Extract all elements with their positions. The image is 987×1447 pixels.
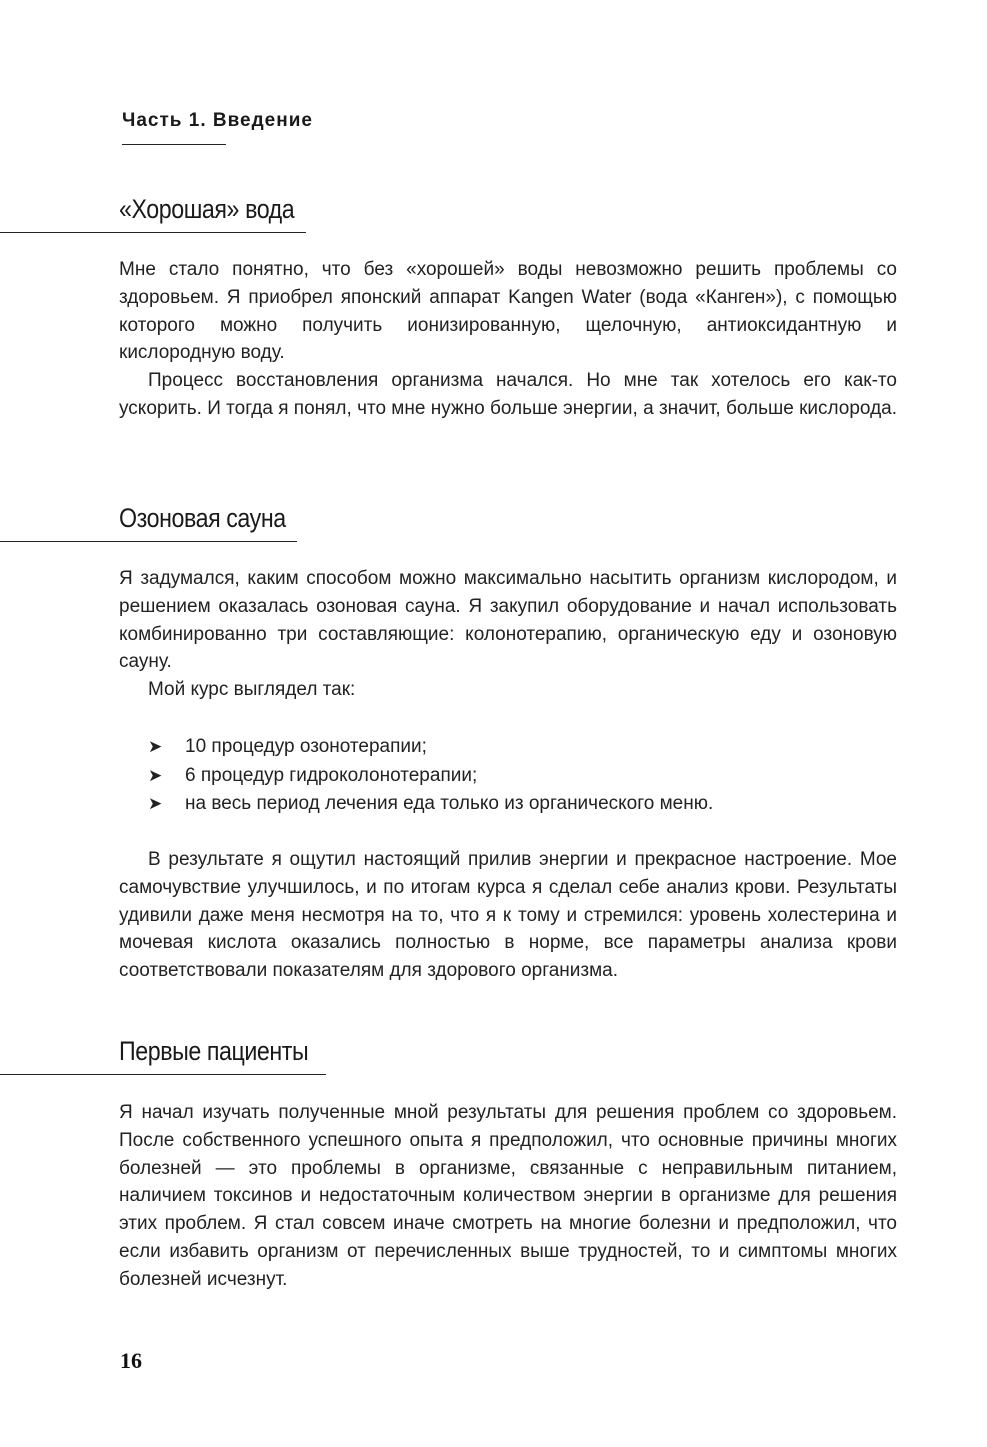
running-title: Часть 1. Введение (122, 110, 313, 131)
arrowhead-bullet-icon: ➤ (148, 794, 163, 813)
section-rule-good-water (0, 232, 306, 233)
course-list (148, 733, 713, 819)
list-item-text: на весь период лечения еда только из органического меню. (185, 793, 714, 814)
section-title-good-water: «Хорошая» вода (119, 194, 295, 224)
section-body-first-patients (119, 1099, 897, 1294)
list-item-text: 6 процедур гидроколонотерапии; (185, 764, 478, 786)
arrowhead-bullet-icon: ➤ (148, 737, 163, 756)
section-body-good-water (119, 256, 897, 423)
paragraph: Я задумался, каким способом можно максимально насытить организм кислородом, и решением оказалась озоновая сауна. Я закупил оборудование и начал использовать комбинированно три составляющие: колонотерапию, органическую еду и озоновую сауну. (119, 568, 897, 673)
section-body-ozone-sauna (119, 565, 897, 704)
section-rule-first-patients (0, 1074, 326, 1075)
list-item-text: 10 процедур озонотерапии; (185, 736, 427, 757)
running-title-underline (122, 144, 226, 145)
paragraph: Мне стало понятно, что без «хорошей» воды невозможно решить проблемы со здоровьем. Я приобрел японский аппарат Kangen Water (вода «Канген»), с помощью которого можно получить ионизированную, щелочную, антиоксидантную и кислородную воду. (119, 259, 897, 364)
paragraph: Мой курс выглядел так: (148, 679, 356, 701)
paragraph: В результате я ощутил настоящий прилив энергии и прекрасное настроение. Мое самочувствие улучшилось, и по итогам курса я сделал себе анализ крови. Результаты удивили даже меня несмотря на то, что я к тому и стремился: уровень холестерина и мочевая кислота оказались полностью в норме, все параметры анализа крови соответствовали показателям для здорового организма. (119, 849, 897, 982)
list-item (148, 790, 713, 819)
paragraph: Я начал изучать полученные мной результаты для решения проблем со здоровьем. После собственного успешного опыта я предположил, что основные причины многих болезней — это проблемы в организме, связанные с неправильным питанием, наличием токсинов и недостаточным количеством энергии в организме для решения этих проблем. Я стал совсем иначе смотреть на многие болезни и предположил, что если избавить организм от перечисленных выше трудностей, то и симптомы многих болезней исчезнут. (119, 1102, 897, 1290)
section-title-first-patients: Первые пациенты (119, 1036, 309, 1066)
list-item (148, 733, 713, 762)
list-item (148, 762, 713, 791)
page-number: 16 (120, 1348, 142, 1373)
section-rule-ozone-sauna (0, 541, 297, 542)
section-body-ozone-sauna-results (119, 846, 897, 985)
section-title-ozone-sauna: Озоновая сауна (119, 503, 286, 533)
paragraph: Процесс восстановления организма начался. Но мне так хотелось его как-то ускорить. И тогда я понял, что мне нужно больше энергии, а значит, больше кислорода. (119, 370, 898, 419)
arrowhead-bullet-icon: ➤ (148, 765, 163, 785)
